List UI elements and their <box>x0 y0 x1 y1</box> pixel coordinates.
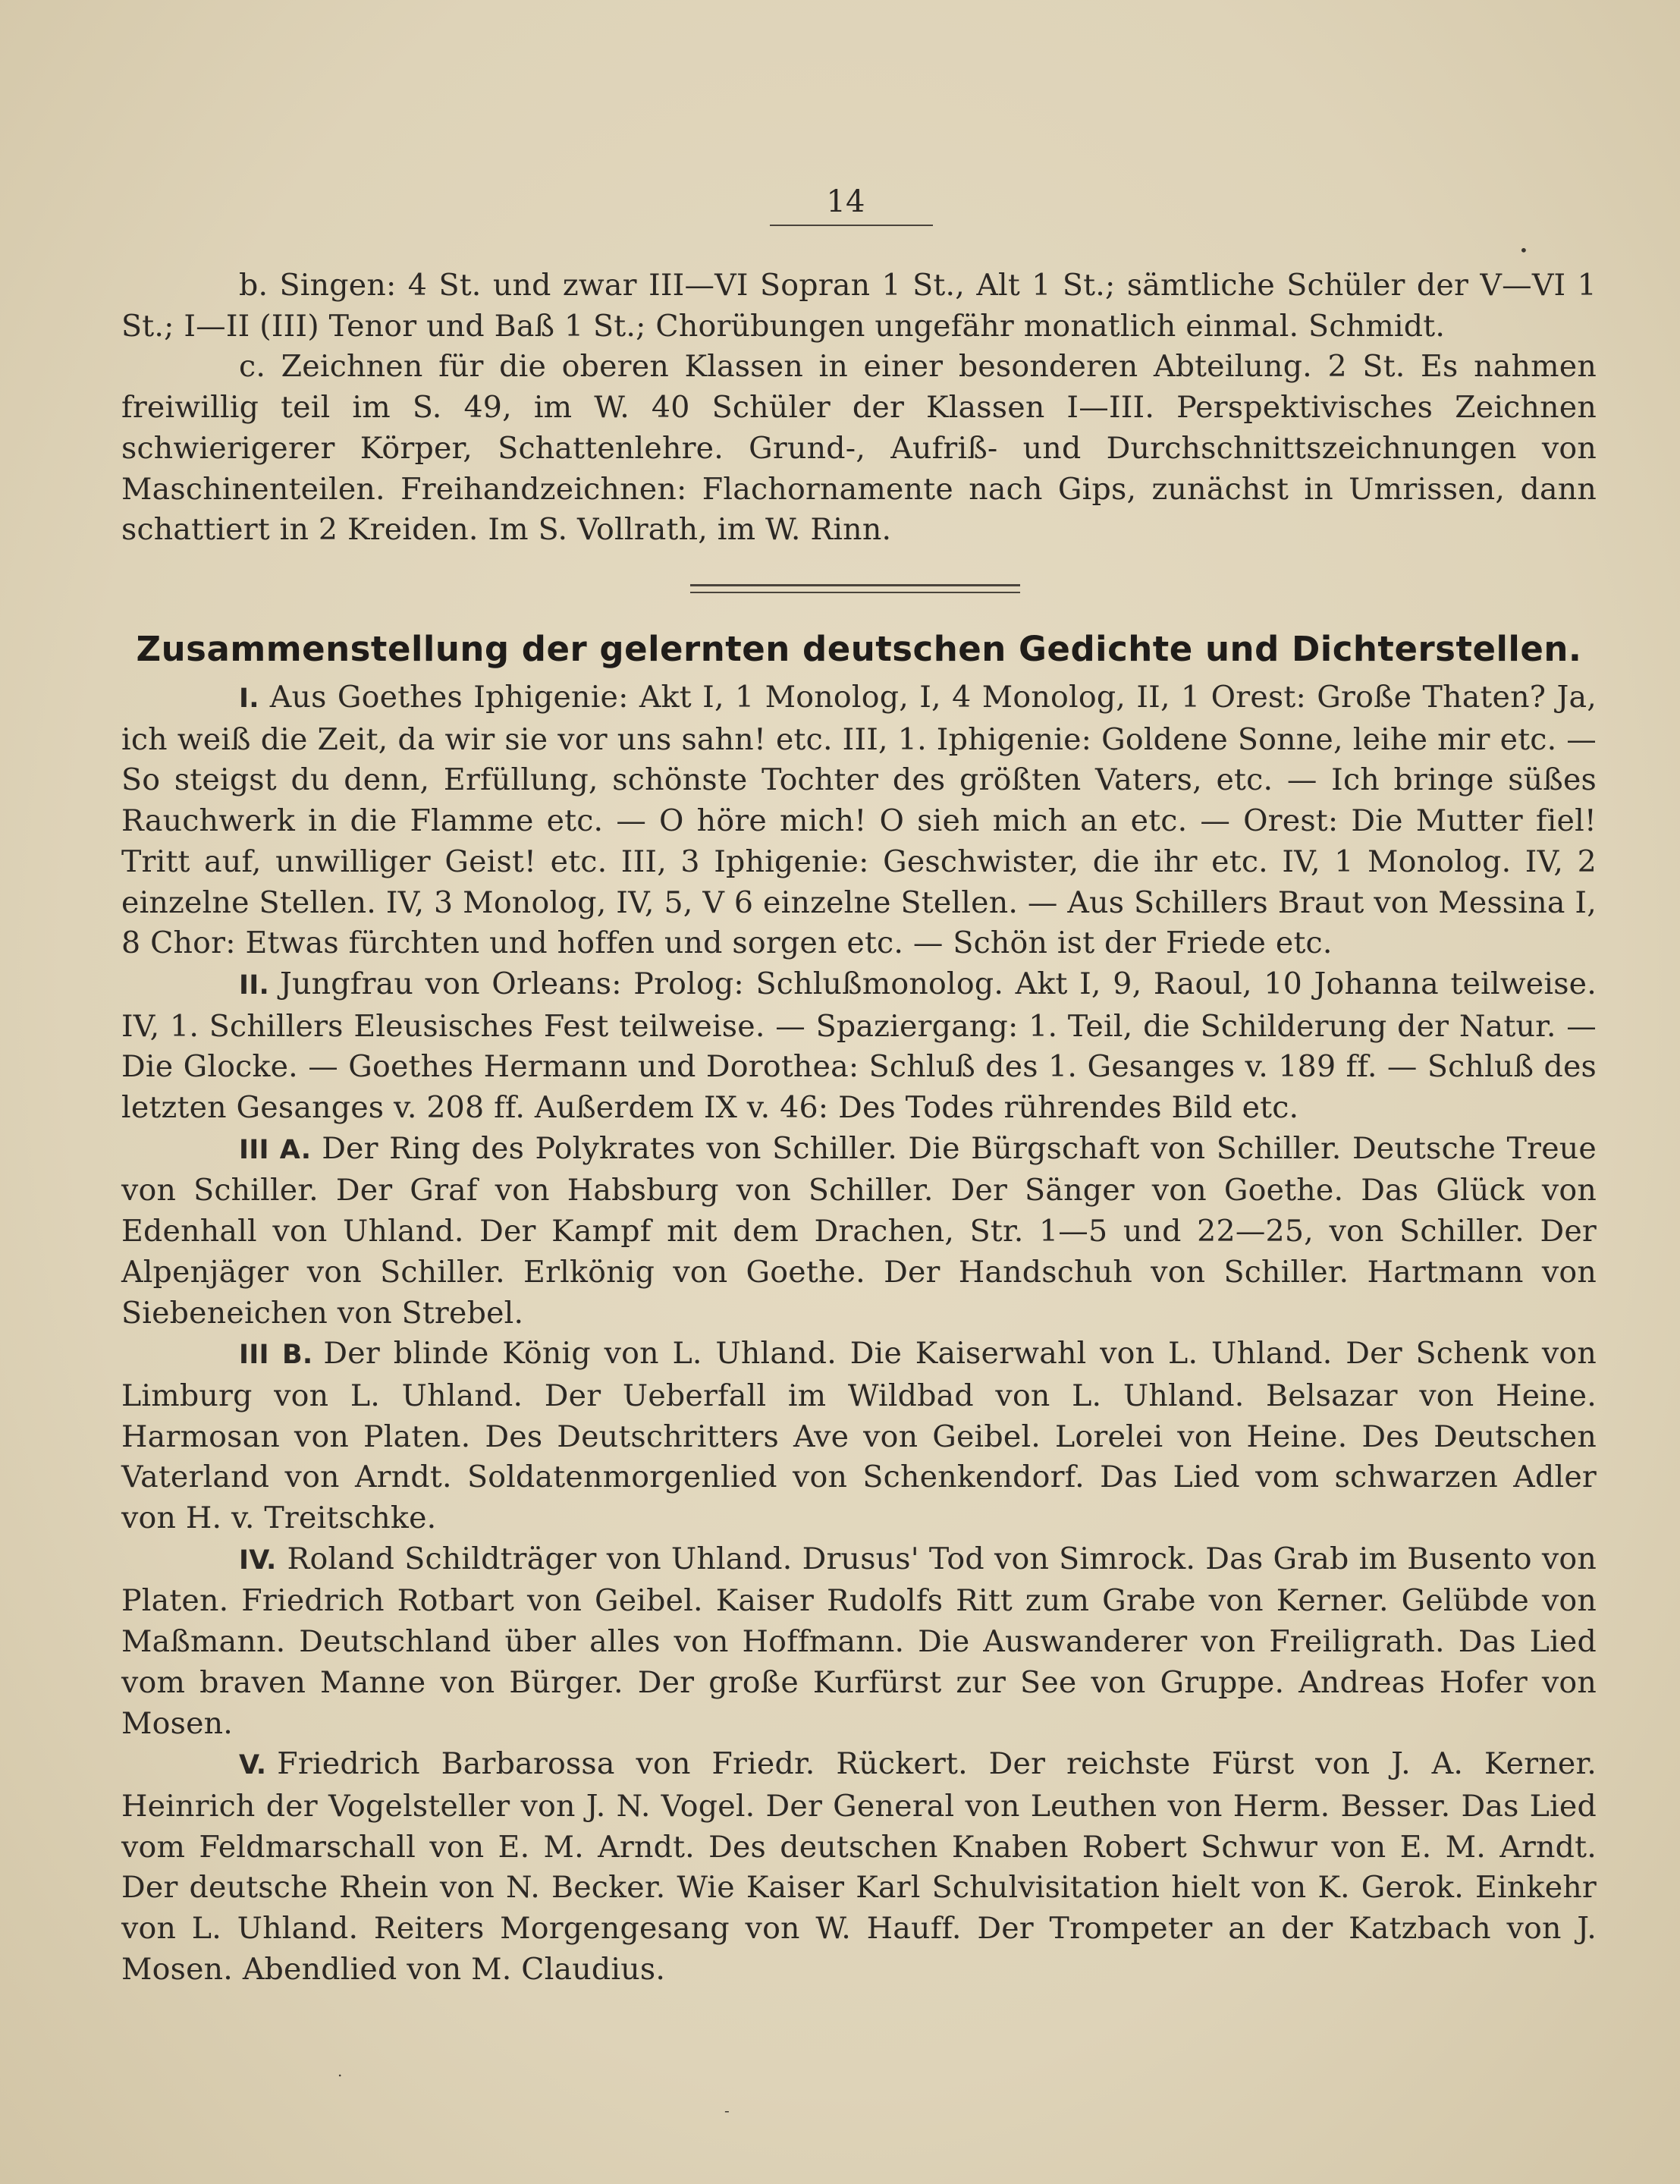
class-level-label: I. <box>239 683 259 714</box>
subjects-section <box>121 266 1597 551</box>
ink-speck: - <box>724 2101 730 2120</box>
poems-class-paragraph <box>121 1334 1597 1539</box>
section-divider <box>690 584 1020 593</box>
poems-section-title: Zusammenstellung der gelernten deutschen Gedichte und Dichterstellen. <box>136 629 1582 669</box>
ink-speck: . <box>338 2062 343 2080</box>
class-poems-text: Der blinde König von L. Uhland. Die Kaiserwahl von L. Uhland. Der Schenk von Limburg von L. Uhland. Der Ueberfall im Wildbad von L. Uhland. Belsazar von Heine. Harmosan von Platen. Des Deutschritters Ave von Geibel. Lorelei von Heine. Des Deutschen Vaterland von Arndt. Soldatenmorgenlied von Schenkendorf. Das Lied vom schwarzen Adler von H. v. Treitschke. <box>121 1336 1597 1536</box>
class-poems-text: Aus Goethes Iphigenie: Akt I, 1 Monolog, I, 4 Monolog, II, 1 Orest: Große Thaten? Ja, ich weiß die Zeit, da wir sie vor uns sahn! etc. III, 1. Iphigenie: Goldene Sonne, leihe mir etc. — So steigst du denn, Erfüllung, schönste Tochter des größten Vaters, etc. — Ich bringe süßes Rauchwerk in die Flamme etc. — O höre mich! O sieh mich an etc. — Orest: Die Mutter fiel! Tritt auf, unwilliger Geist! etc. III, 3 Iphigenie: Geschwister, die ihr etc. IV, 1 Monolog. IV, 2 einzelne Stellen. IV, 3 Monolog, IV, 5, V 6 einzelne Stellen. — Aus Schillers Braut von Messina I, 8 Chor: Etwas fürchten und hoffen und sorgen etc. — Schön ist der Friede etc. <box>121 680 1597 961</box>
poems-class-paragraph <box>121 1744 1597 1990</box>
poems-class-paragraph <box>121 677 1597 964</box>
page-number-rule <box>770 225 933 226</box>
class-level-label: II. <box>239 969 269 1001</box>
class-level-label: IV. <box>239 1545 277 1576</box>
class-poems-text: Jungfrau von Orleans: Prolog: Schlußmonolog. Akt I, 9, Raoul, 10 Johanna teilweise. IV, 1. Schillers Eleusisches Fest teilweise. — Spaziergang: 1. Teil, die Schilderung der Natur. — Die Glocke. — Goethes Hermann und Dorothea: Schluß des 1. Gesanges v. 189 ff. — Schluß des letzten Gesanges v. 208 ff. Außerdem IX v. 46: Des Todes rührendes Bild etc. <box>121 966 1597 1126</box>
poems-class-paragraph <box>121 1129 1597 1334</box>
class-level-label: III B. <box>239 1340 313 1371</box>
class-poems-text: Friedrich Barbarossa von Friedr. Rückert. Der reichste Fürst von J. A. Kerner. Heinrich der Vogelsteller von J. N. Vogel. Der General von Leuthen von Herm. Besser. Das Lied vom Feldmarschall von E. M. Arndt. Des deutschen Knaben Robert Schwur von E. M. Arndt. Der deutsche Rhein von N. Becker. Wie Kaiser Karl Schulvisitation hielt von K. Gerok. Einkehr von L. Uhland. Reiters Morgengesang von W. Hauff. Der Trompeter an der Katzbach von J. Mosen. Abendlied von M. Claudius. <box>121 1746 1597 1987</box>
class-poems-text: Der Ring des Polykrates von Schiller. Die Bürgschaft von Schiller. Deutsche Treue von Schiller. Der Graf von Habsburg von Schiller. Der Sänger von Goethe. Das Glück von Edenhall von Uhland. Der Kampf mit dem Drachen, Str. 1—5 und 22—25, von Schiller. Der Alpenjäger von Schiller. Erlkönig von Goethe. Der Handschuh von Schiller. Hartmann von Siebeneichen von Strebel. <box>121 1130 1597 1331</box>
class-level-label: III A. <box>239 1134 312 1165</box>
poems-class-paragraph <box>121 964 1597 1129</box>
class-poems-text: Roland Schildträger von Uhland. Drusus' Tod von Simrock. Das Grab im Busento von Platen. Friedrich Rotbart von Geibel. Kaiser Rudolfs Ritt zum Grabe von Kerner. Gelübde von Maßmann. Deutschland über alles von Hoffmann. Die Auswanderer von Freiligrath. Das Lied vom braven Manne von Bürger. Der große Kurfürst zur See von Gruppe. Andreas Hofer von Mosen. <box>121 1541 1597 1741</box>
zeichnen-paragraph: c. Zeichnen für die oberen Klassen in einer besonderen Abteilung. 2 St. Es nahmen freiwillig teil im S. 49, im W. 40 Schüler der Klassen I—III. Perspektivisches Zeichnen schwierigerer Körper, Schattenlehre. Grund-, Aufriß- und Durchschnittszeichnungen von Maschinenteilen. Freihandzeichnen: Flachornamente nach Gips, zunächst in Umrissen, dann schattiert in 2 Kreiden. Im S. Vollrath, im W. Rinn. <box>121 349 1597 548</box>
class-level-label: V. <box>239 1750 267 1781</box>
poems-list <box>121 677 1597 1991</box>
ink-speck: • <box>1519 241 1528 259</box>
poems-class-paragraph <box>121 1539 1597 1745</box>
singen-paragraph: b. Singen: 4 St. und zwar III—VI Sopran 1 St., Alt 1 St.; sämtliche Schüler der V—VI 1 St.; I—II (III) Tenor und Baß 1 St.; Chorübungen ungefähr monatlich einmal. Schmidt. <box>121 268 1597 344</box>
page-number: 14 <box>826 184 865 219</box>
